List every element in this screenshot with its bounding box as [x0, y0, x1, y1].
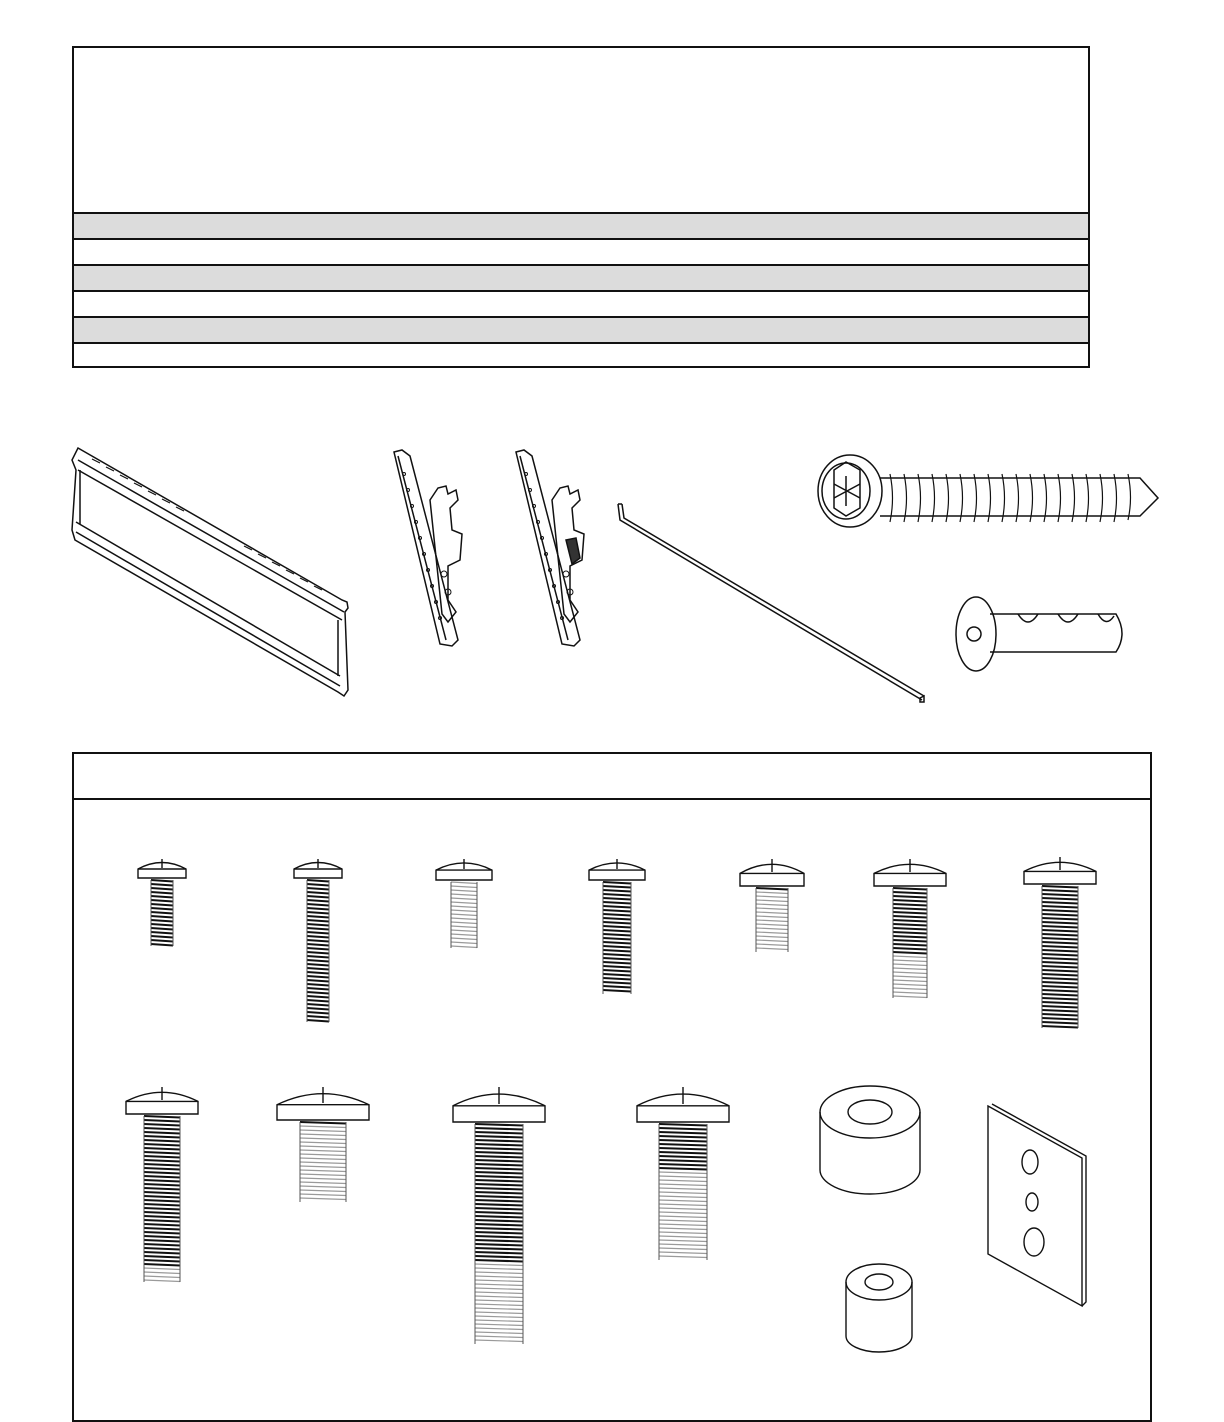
hex-key-drawing — [618, 504, 924, 702]
medium-screw-dark-drawing — [589, 859, 645, 994]
concrete-anchor-drawing — [956, 597, 1122, 671]
hardware-box — [72, 752, 1152, 1422]
table-row — [74, 318, 1088, 342]
short-screw-wide-drawing — [277, 1087, 369, 1202]
table-row — [74, 292, 1088, 316]
short-screw-outline-drawing — [436, 859, 492, 948]
short-screw-light-drawing — [740, 859, 804, 952]
top-table — [72, 46, 1090, 368]
parts-illustration — [0, 380, 1224, 740]
table-row — [74, 344, 1088, 366]
long-screw-dark-drawing — [294, 859, 342, 1022]
table-row — [74, 266, 1088, 290]
hardware-header — [74, 754, 1150, 800]
wall-plate-drawing — [72, 448, 348, 696]
small-spacer-drawing — [846, 1264, 912, 1352]
short-screw-dark-drawing — [138, 859, 186, 946]
medium-screw-mixed-drawing — [874, 859, 946, 998]
table-row — [74, 214, 1088, 238]
long-screw-large-dark-drawing — [1024, 857, 1096, 1028]
adapter-bracket-right-drawing — [516, 450, 584, 646]
lag-bolt-drawing — [818, 455, 1158, 527]
long-screw-mixed-drawing — [126, 1087, 198, 1282]
table-row-header — [74, 48, 1088, 212]
long-screw-wide-drawing — [453, 1087, 545, 1344]
medium-screw-wide-drawing — [637, 1087, 729, 1260]
adapter-bracket-left-drawing — [394, 450, 462, 646]
washer-plate-drawing — [988, 1104, 1086, 1306]
table-row — [74, 240, 1088, 264]
large-spacer-drawing — [820, 1086, 920, 1194]
